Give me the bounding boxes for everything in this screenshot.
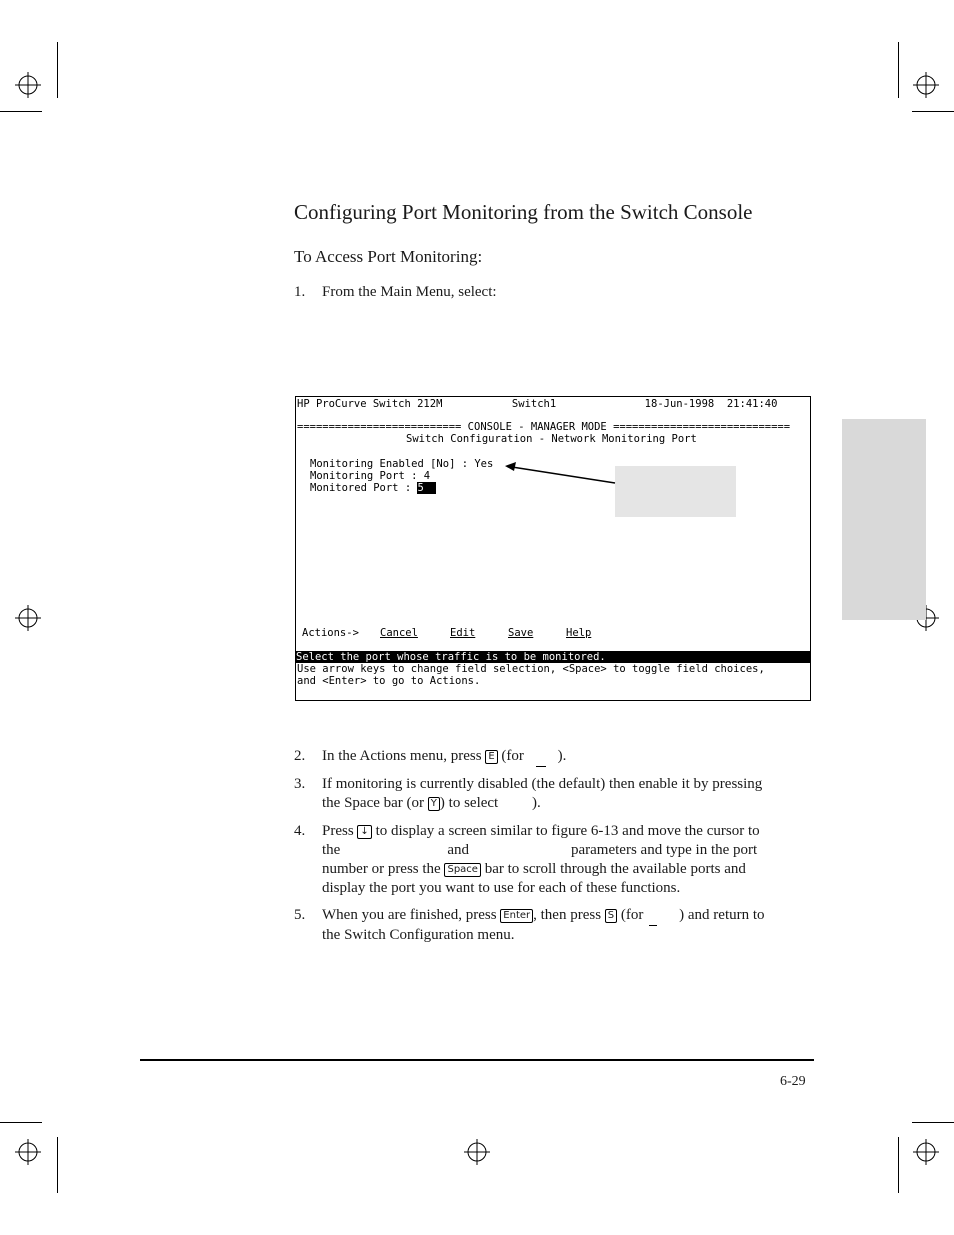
registration-mark-icon (913, 1139, 939, 1165)
monitoring-enabled-field[interactable]: Monitoring Enabled [No] : Yes (310, 458, 494, 470)
step-3 (294, 775, 814, 815)
step-text: In the Actions menu, press E (for ). (322, 747, 814, 767)
action-help[interactable]: Help (566, 627, 592, 639)
crop-mark (0, 1122, 42, 1123)
page-number: 6-29 (780, 1074, 806, 1089)
callout-box (615, 466, 736, 517)
registration-mark-icon (464, 1139, 490, 1165)
step-text: If monitoring is currently disabled (the default) then enable it by pressing the Space bar (or Y ) to select ). (322, 776, 763, 811)
monitoring-port-field[interactable]: Monitoring Port : 4 (310, 470, 431, 482)
monitored-port-value[interactable]: 5 (417, 482, 435, 494)
step-text: Press ↓ to display a screen similar to figure 6-13 and move the cursor to the and parameters and type in the port number or press the Space bar to scroll through the available ports and display the port you want to use for each of these functions. (322, 823, 760, 896)
crop-mark (57, 1137, 58, 1193)
crop-mark (912, 1122, 954, 1123)
key-enter: Enter (500, 909, 533, 923)
subsection-heading: To Access Port Monitoring: (294, 247, 483, 266)
crop-mark (898, 1137, 899, 1193)
section-heading: Configuring Port Monitoring from the Switch Console (294, 200, 753, 224)
step-4 (294, 822, 814, 900)
console-status-line: Select the port whose traffic is to be monitored. (296, 651, 811, 663)
step-2 (294, 747, 814, 767)
actions-label: Actions-> (302, 627, 359, 639)
console-help-line: and <Enter> to go to Actions. (297, 675, 481, 687)
step-1 (294, 283, 814, 303)
console-banner-line: ========================== CONSOLE - MANAGER MODE ============================ (297, 421, 791, 433)
callout-arrow-icon (500, 458, 620, 488)
action-edit[interactable]: Edit (450, 627, 476, 639)
key-space: Space (444, 863, 480, 877)
chapter-thumb-tab (842, 419, 926, 620)
step-number: 2. (294, 748, 306, 764)
step-number: 5. (294, 907, 306, 923)
step-number: 3. (294, 776, 306, 792)
crop-mark (898, 42, 899, 98)
action-cancel[interactable]: Cancel (380, 627, 418, 639)
step-text: From the Main Menu, select: (322, 284, 497, 300)
key-y: Y (428, 797, 440, 811)
footer-rule (140, 1059, 814, 1061)
console-help-line: Use arrow keys to change field selection, <Space> to toggle field choices, (297, 663, 765, 675)
monitored-port-field[interactable] (310, 482, 436, 494)
console-screen-title: Switch Configuration - Network Monitoring Port (406, 433, 697, 445)
blank-edit (536, 747, 546, 767)
step-5 (294, 906, 814, 946)
step-text: When you are finished, press Enter , then press S (for ) and return to the Switch Configuration menu. (322, 907, 765, 943)
action-save[interactable]: Save (508, 627, 534, 639)
registration-mark-icon (15, 605, 41, 631)
step-number: 4. (294, 823, 306, 839)
registration-mark-icon (15, 72, 41, 98)
registration-mark-icon (15, 1139, 41, 1165)
console-header-line: HP ProCurve Switch 212M Switch1 18-Jun-1998 21:41:40 (297, 398, 778, 410)
key-down-arrow: ↓ (357, 825, 371, 839)
crop-mark (912, 111, 954, 112)
key-s: S (605, 909, 617, 923)
monitored-port-label: Monitored Port : (310, 482, 418, 494)
registration-mark-icon (913, 72, 939, 98)
crop-mark (0, 111, 42, 112)
console-screenshot (295, 396, 811, 701)
blank-save (649, 906, 657, 926)
crop-mark (57, 42, 58, 98)
key-e: E (485, 750, 497, 764)
step-number: 1. (294, 284, 306, 300)
